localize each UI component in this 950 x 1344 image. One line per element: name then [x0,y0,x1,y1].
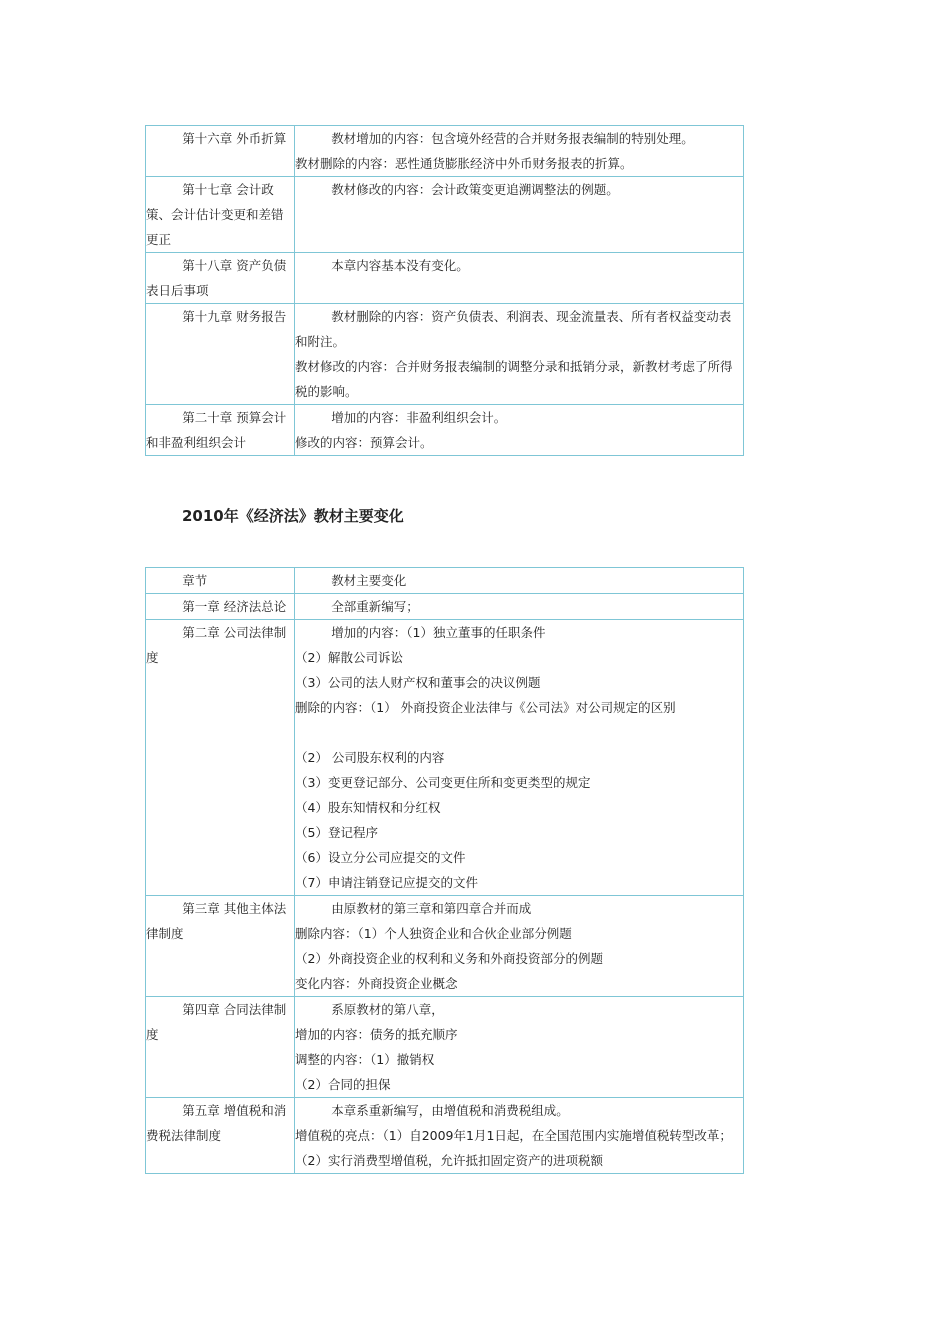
chapter-name: 第十六章 外币折算 [182,131,287,146]
change-line: （2）解散公司诉讼 [295,650,403,665]
change-line: （3）变更登记部分、公司变更住所和变更类型的规定 [295,775,591,790]
header-cell [146,568,295,594]
change-line: （3）公司的法人财产权和董事会的决议例题 [295,675,541,690]
change-line: 增加的内容：非盈利组织会计。 [331,410,507,425]
chapter-cell [146,304,295,405]
table-row [146,405,744,456]
change-line: 增加的内容：（1）独立董事的任职条件 [331,625,546,640]
chapter-changes-table-economic-law [145,567,744,1174]
changes-cell [295,1098,744,1174]
chapter-name: 第二章 公司法律制度 [146,625,287,665]
change-line: 变化内容：外商投资企业概念 [295,976,458,991]
chapter-cell [146,896,295,997]
chapter-changes-table-accounting [145,125,744,456]
change-line: 教材修改的内容：合并财务报表编制的调整分录和抵销分录，新教材考虑了所得税的影响。 [295,359,733,399]
header-chapter: 章节 [182,573,208,588]
change-line: （6）设立分公司应提交的文件 [295,850,466,865]
change-line: 教材删除的内容：资产负债表、利润表、现金流量表、所有者权益变动表和附注。 [295,309,732,349]
change-line: （2） 公司股东权利的内容 [295,750,445,765]
chapter-name: 第五章 增值税和消费税法律制度 [146,1103,287,1143]
table-row [146,304,744,405]
table-row [146,594,744,620]
change-line: （2）合同的担保 [295,1077,391,1092]
change-line: 修改的内容：预算会计。 [295,435,433,450]
table-row [146,896,744,997]
change-line: 调整的内容：（1）撤销权 [295,1052,435,1067]
change-line: 增加的内容：债务的抵充顺序 [295,1027,458,1042]
table-row [146,126,744,177]
changes-cell [295,126,744,177]
changes-cell [295,405,744,456]
chapter-name: 第四章 合同法律制度 [146,1002,287,1042]
changes-cell [295,997,744,1098]
change-line: （4）股东知情权和分红权 [295,800,441,815]
chapter-name: 第十八章 资产负债表日后事项 [146,258,287,298]
chapter-name: 第三章 其他主体法律制度 [146,901,287,941]
table-row [146,1098,744,1174]
change-line: 教材修改的内容：会计政策变更追溯调整法的例题。 [331,182,619,197]
chapter-cell [146,620,295,896]
changes-cell [295,620,744,896]
header-changes: 教材主要变化 [331,573,407,588]
changes-cell [295,594,744,620]
chapter-name: 第十九章 财务报告 [182,309,287,324]
section-heading: 2010年《经济法》教材主要变化 [182,507,404,525]
chapter-cell [146,594,295,620]
change-line: （5）登记程序 [295,825,378,840]
table-header-row [146,568,744,594]
changes-cell [295,896,744,997]
chapter-cell [146,1098,295,1174]
change-line: 全部重新编写； [331,599,419,614]
change-line: 本章内容基本没有变化。 [331,258,469,273]
chapter-cell [146,177,295,253]
change-line: 删除内容：（1）个人独资企业和合伙企业部分例题 [295,926,572,941]
table-row [146,997,744,1098]
header-cell [295,568,744,594]
changes-cell [295,177,744,253]
table-row [146,620,744,896]
table-row [146,253,744,304]
change-line: 教材删除的内容：恶性通货膨胀经济中外币财务报表的折算。 [295,156,633,171]
chapter-cell [146,997,295,1098]
table-row [146,177,744,253]
change-line: 删除的内容：（1） 外商投资企业法律与《公司法》对公司规定的区别 [295,700,676,715]
changes-cell [295,253,744,304]
change-line: 本章系重新编写，由增值税和消费税组成。 [331,1103,569,1118]
chapter-cell [146,126,295,177]
chapter-cell [146,405,295,456]
chapter-name: 第十七章 会计政策、会计估计变更和差错更正 [146,182,284,247]
change-line: （2）外商投资企业的权利和义务和外商投资部分的例题 [295,951,603,966]
changes-cell [295,304,744,405]
chapter-name: 第一章 经济法总论 [182,599,287,614]
change-line: 增值税的亮点：（1）自2009年1月1日起，在全国范围内实施增值税转型改革；（2）实行消费型增值税，允许抵扣固定资产的进项税额 [295,1128,732,1168]
blank-line [295,720,743,745]
change-line: 系原教材的第八章， [331,1002,444,1017]
chapter-name: 第二十章 预算会计和非盈利组织会计 [146,410,287,450]
change-line: 由原教材的第三章和第四章合并而成 [331,901,532,916]
change-line: 教材增加的内容：包含境外经营的合并财务报表编制的特别处理。 [331,131,694,146]
chapter-cell [146,253,295,304]
change-line: （7）申请注销登记应提交的文件 [295,875,478,890]
